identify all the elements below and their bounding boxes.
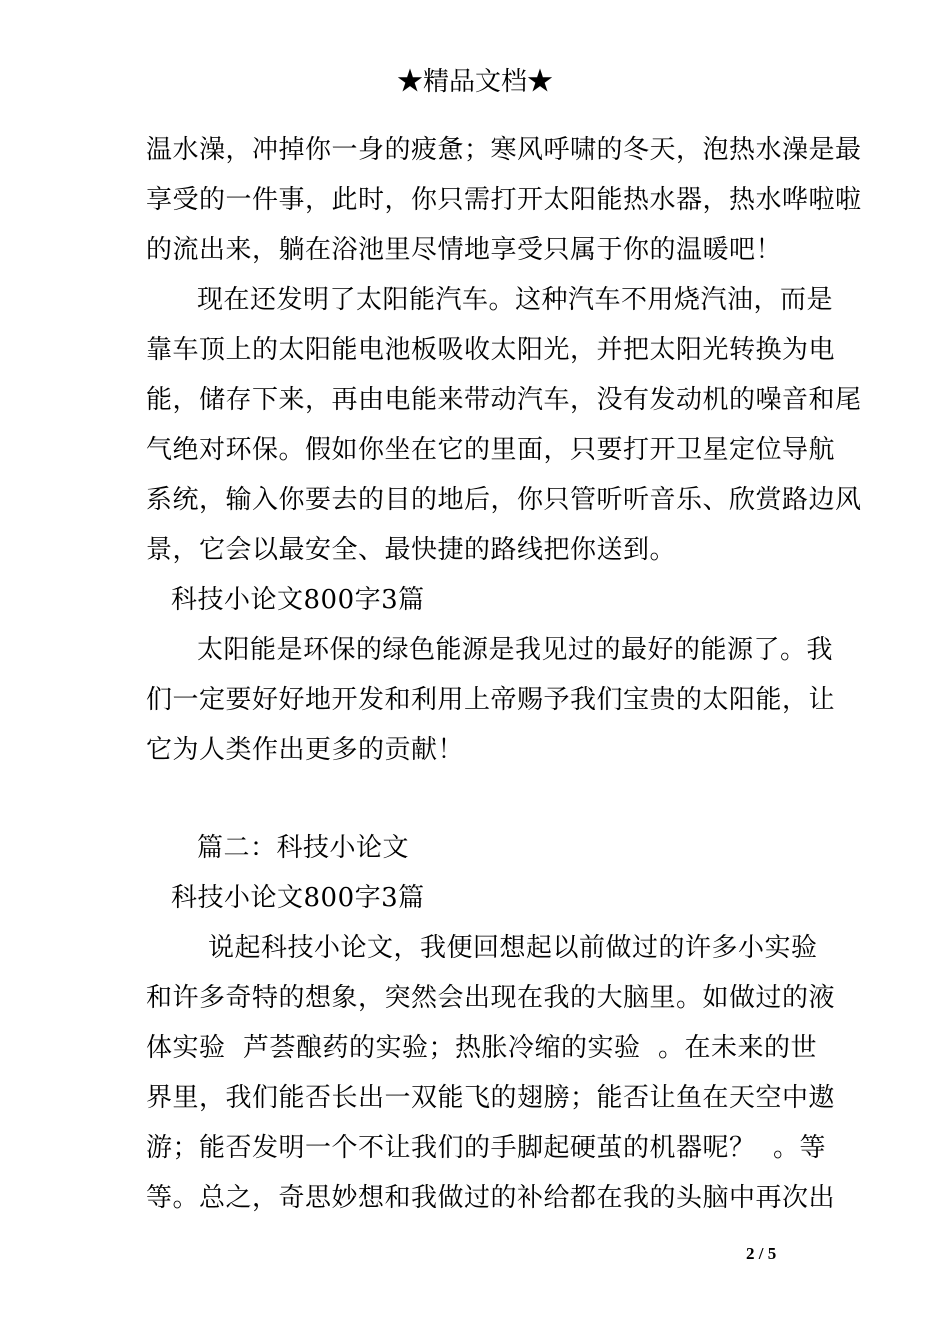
text-line: 和许多奇特的想象，突然会出现在我的大脑里。如做过的液 xyxy=(146,983,836,1013)
text-line: 的流出来，躺在浴池里尽情地享受只属于你的温暖吧！ xyxy=(146,235,783,265)
text-line: 靠车顶上的太阳能电池板吸收太阳光，并把太阳光转换为电 xyxy=(146,335,836,365)
text-line: 享受的一件事，此时，你只需打开太阳能热水器，热水哗啦啦 xyxy=(146,185,862,215)
section-subtitle: 科技小论文800字3篇 xyxy=(171,585,425,615)
text-line: 说起科技小论文，我便回想起以前做过的许多小实验 xyxy=(208,933,818,963)
text-line: 系统，输入你要去的目的地后，你只管听听音乐、欣赏路边风 xyxy=(146,485,862,515)
section-subtitle: 科技小论文800字3篇 xyxy=(171,883,425,913)
text-line: 温水澡，冲掉你一身的疲惫；寒风呼啸的冬天，泡热水澡是最 xyxy=(146,135,862,165)
text-line: 它为人类作出更多的贡献！ xyxy=(146,735,465,765)
text-line: 气绝对环保。假如你坐在它的里面，只要打开卫星定位导航 xyxy=(146,435,836,465)
text-line: 们一定要好好地开发和利用上帝赐予我们宝贵的太阳能，让 xyxy=(146,685,836,715)
page-number: 2 / 5 xyxy=(746,1244,777,1263)
text-line: 界里，我们能否长出一双能飞的翅膀；能否让鱼在天空中遨 xyxy=(146,1083,836,1113)
text-line: 太阳能是环保的绿色能源是我见过的最好的能源了。我 xyxy=(197,635,834,665)
section-heading: 篇二：科技小论文 xyxy=(197,833,410,863)
text-line: 等。总之，奇思妙想和我做过的补给都在我的头脑中再次出 xyxy=(146,1183,836,1213)
page-header: ★精品文档★ xyxy=(396,67,553,97)
text-line: 体实验 芦荟酿药的实验；热胀冷缩的实验 。在未来的世 xyxy=(146,1033,818,1063)
text-line: 游；能否发明一个不让我们的手脚起硬茧的机器呢？ 。等 xyxy=(146,1133,827,1163)
text-line: 景，它会以最安全、最快捷的路线把你送到。 xyxy=(146,535,677,565)
text-line: 现在还发明了太阳能汽车。这种汽车不用烧汽油，而是 xyxy=(197,285,834,315)
text-line: 能，储存下来，再由电能来带动汽车，没有发动机的噪音和尾 xyxy=(146,385,862,415)
